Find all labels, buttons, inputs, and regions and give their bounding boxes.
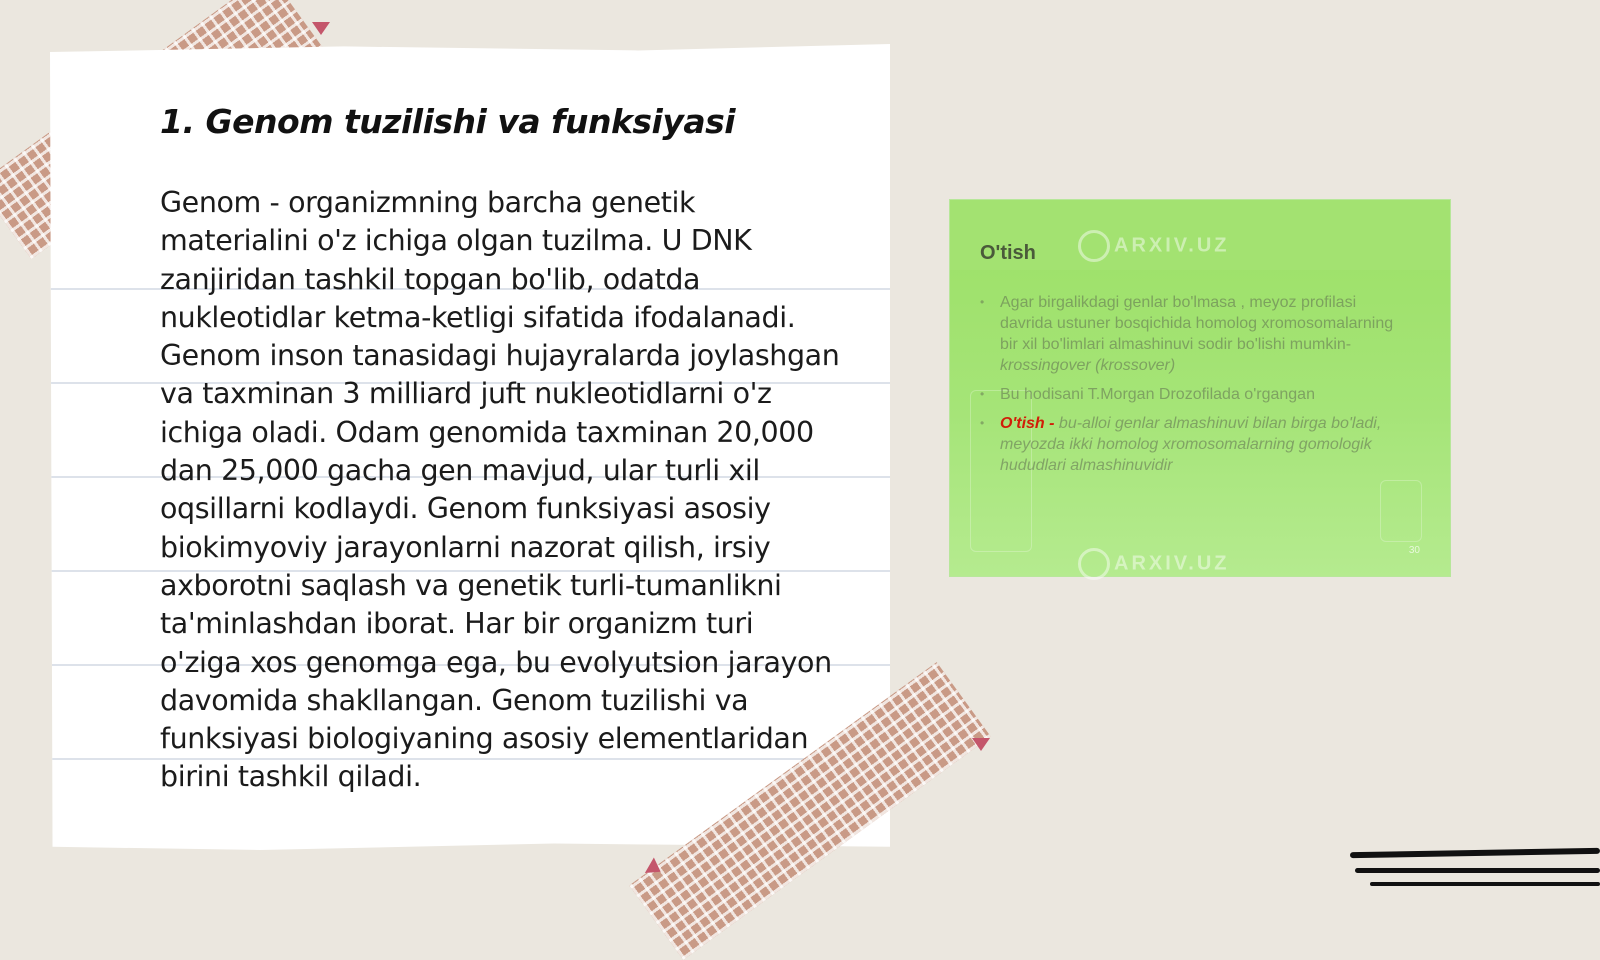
slide-bullet: • Bu hodisani T.Morgan Drozofilada o'rgangan — [980, 384, 1400, 405]
brush-stroke — [1370, 882, 1600, 886]
watermark-logo-icon — [1078, 548, 1110, 580]
watermark: ARXIV.UZ — [1078, 548, 1230, 580]
slide-decoration — [1380, 480, 1422, 542]
pin-icon — [312, 22, 330, 35]
note-body: Genom - organizmning barcha genetik materialini o'z ichiga olgan tuzilma. U DNK zanjiridan tashkil topgan bo'lib, odatda nukleotidlar ketma-ketligi sifatida ifodalanadi. Genom inson tanasidagi hujayralarda joylashgan va taxminan 3 milliard juft nukleotidlarni o'z ichiga oladi. Odam genomida taxminan 20,000 dan 25,000 gacha gen mavjud, ular turli xil oqsillarni kodlaydi. Genom funksiyasi asosiy biokimyoviy jarayonlarni nazorat qilish, irsiy axborotni saqlash va genetik turli-tumanlikni ta'minlashdan iborat. Har bir organizm turi o'ziga xos genomga ega, bu evolyutsion jarayon davomida shakllangan. Genom tuzilishi va funksiyasi biologiyaning asosiy elementlaridan birini tashkil qiladi. — [160, 186, 840, 794]
watermark-logo-icon — [1078, 230, 1110, 262]
brush-stroke — [1355, 868, 1600, 873]
slide-title: O'tish — [980, 242, 1036, 264]
note-title: 1. Genom tuzilishi va funksiyasi — [160, 102, 736, 141]
slide-number: 30 — [1408, 545, 1420, 556]
watermark: ARXIV.UZ — [1078, 230, 1230, 262]
slide-bullet-list — [980, 292, 1400, 484]
brush-stroke — [1350, 848, 1600, 858]
pin-icon — [972, 738, 990, 751]
slide-bullet: • Agar birgalikdagi genlar bo'lmasa , meyoz profilasi davrida ustuner bosqichida homolog xromosomalarning bir xil bo'limlari almashinuvi sodir bo'lishi mumkin- krossingover (krossover) — [980, 292, 1400, 376]
slide-bullet: • O'tish - bu-alloi genlar almashinuvi bilan birga bo'ladi, meyozda ikki homolog xromosomalarning gomologik hududlari almashinuvidir — [980, 413, 1400, 476]
slide-image — [950, 200, 1450, 576]
